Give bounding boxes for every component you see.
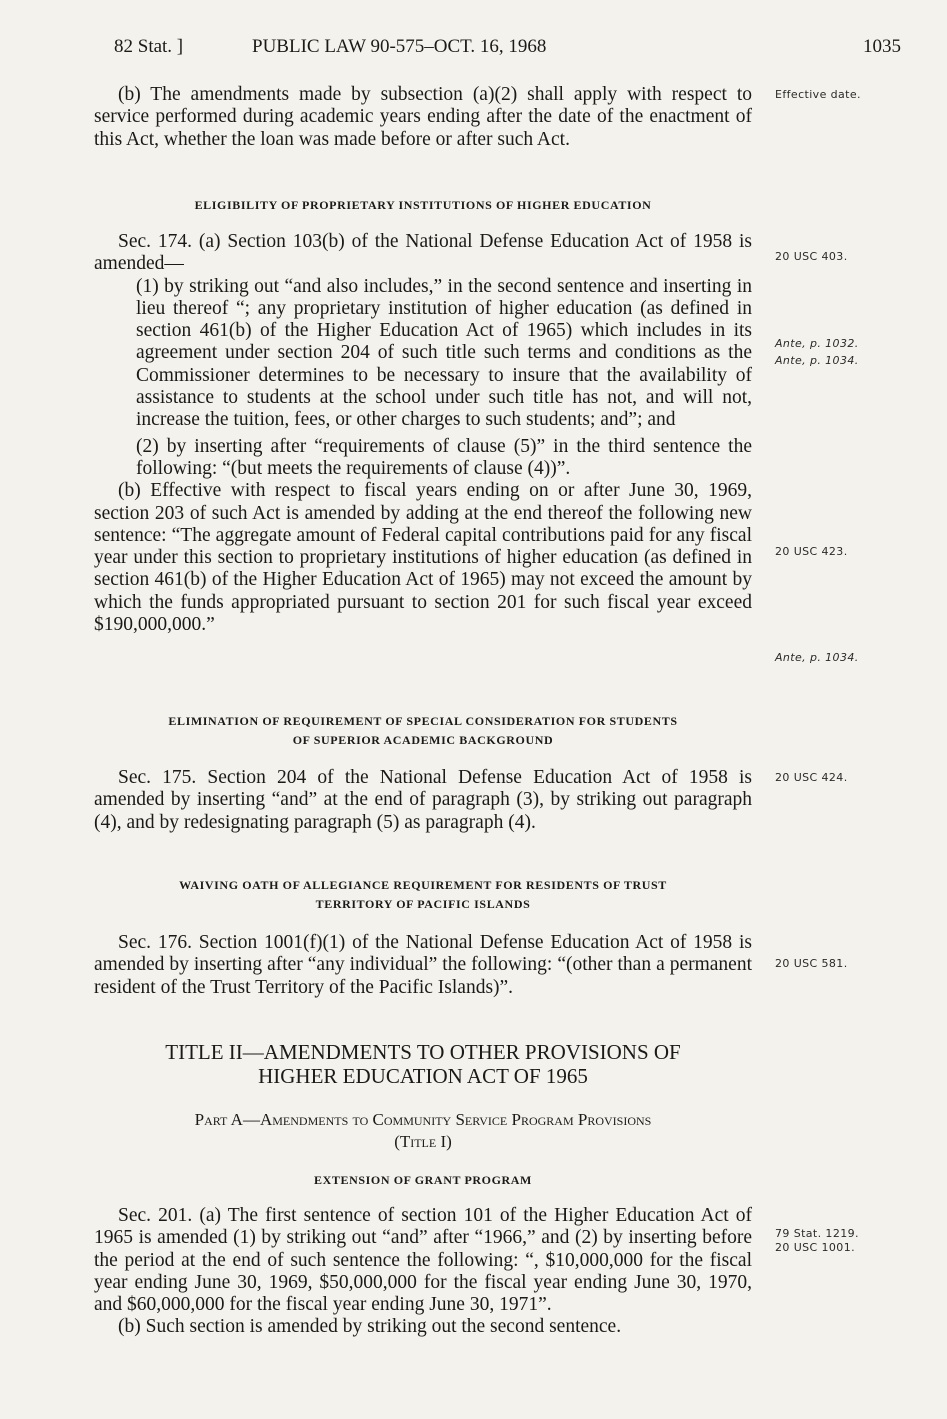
- title-heading: HIGHER EDUCATION ACT OF 1965: [258, 1064, 588, 1088]
- paragraph: Sec. 176. Section 1001(f)(1) of the National Defense Education Act of 1958 is amended by inserting after “any individual” the following: “(other than a permanent resident of the Trust Territory of the Pacific Islands)”.: [94, 932, 752, 998]
- margin-note-20usc423: 20 USC 423.: [775, 545, 848, 558]
- margin-note-20usc1001: 20 USC 1001.: [775, 1241, 855, 1254]
- section-heading-201: [94, 1171, 752, 1190]
- section-heading-175: [94, 712, 752, 750]
- paragraph: Sec. 174. (a) Section 103(b) of the National Defense Education Act of 1958 is amended—: [94, 231, 752, 275]
- margin-note-20usc403: 20 USC 403.: [775, 250, 848, 263]
- margin-note-20usc424: 20 USC 424.: [775, 771, 848, 784]
- list-item: (2) by inserting after “requirements of clause (5)” in the third sentence the following: “(but meets the requirements of clause (4))”.: [136, 435, 752, 479]
- section-heading: ELIGIBILITY OF PROPRIETARY INSTITUTIONS OF HIGHER EDUCATION: [194, 198, 652, 212]
- section-175: [94, 767, 752, 834]
- paragraph: (b) Effective with respect to fiscal years ending on or after June 30, 1969, section 203 of such Act is amended by adding at the end thereof the following new sentence: “The aggregate amount of Federal capital contributions paid for any fiscal year under this section to proprietary institutions of higher education (as defined in section 461(b) of the Higher Education Act of 1965) may not exceed the amount by which the funds appropriated pursuant to section 201 for such fiscal year exceed $190,000,000.”: [94, 480, 752, 636]
- margin-note-79stat1219: 79 Stat. 1219.: [775, 1227, 859, 1240]
- margin-note-effective-date: Effective date.: [775, 88, 861, 101]
- margin-note-20usc581: 20 USC 581.: [775, 957, 848, 970]
- margin-note-ante-1034: Ante, p. 1034.: [775, 354, 859, 367]
- section-heading: ELIMINATION OF REQUIREMENT OF SPECIAL CONSIDERATION FOR STUDENTS: [168, 714, 678, 728]
- title-heading: TITLE II—AMENDMENTS TO OTHER PROVISIONS OF: [165, 1040, 681, 1064]
- paragraph: (b) The amendments made by subsection (a)(2) shall apply with respect to service performed during academic years ending after the date of the enactment of this Act, whether the loan was made before or after such Act.: [94, 84, 752, 150]
- margin-note-ante-1034-b: Ante, p. 1034.: [775, 651, 859, 664]
- margin-note-ante-1032: Ante, p. 1032.: [775, 337, 859, 350]
- section-heading: OF SUPERIOR ACADEMIC BACKGROUND: [292, 733, 554, 747]
- section-174: [94, 231, 752, 636]
- paragraph: Sec. 201. (a) The first sentence of section 101 of the Higher Education Act of 1965 is amended (1) by striking out “and” after “1966,” and (2) by inserting before the period at the end of such sentence the following: “, $10,000,000 for the fiscal year ending June 30, 1969, $50,000,000 for the fiscal year ending June 30, 1970, and $60,000,000 for the fiscal year ending June 30, 1971”.: [94, 1205, 752, 1316]
- section-176: [94, 932, 752, 999]
- section-heading-176: [94, 876, 752, 914]
- section-201: [94, 1205, 752, 1339]
- paragraph: (b) Such section is amended by striking out the second sentence.: [118, 1316, 622, 1338]
- part-a-heading: [94, 1109, 752, 1153]
- part-heading: (Title I): [394, 1132, 452, 1151]
- paragraph: Sec. 175. Section 204 of the National Defense Education Act of 1958 is amended by inserting “and” at the end of paragraph (3), by striking out paragraph (4), and by redesignating paragraph (5) as paragraph (4).: [94, 767, 752, 833]
- section-heading-174: [94, 196, 752, 215]
- section-heading: EXTENSION OF GRANT PROGRAM: [314, 1173, 532, 1187]
- header-page-number: 1035: [863, 36, 901, 57]
- header-public-law: PUBLIC LAW 90-575–OCT. 16, 1968: [252, 36, 547, 57]
- header-stat-reference: 82 Stat. ]: [114, 36, 184, 57]
- section-heading: WAIVING OATH OF ALLEGIANCE REQUIREMENT FOR RESIDENTS OF TRUST: [179, 878, 667, 892]
- part-heading: Part A—Amendments to Community Service Program Provisions: [194, 1110, 652, 1129]
- list-item: (1) by striking out “and also includes,” in the second sentence and inserting in lieu thereof “; any proprietary institution of higher education (as defined in section 461(b) of the Higher Education Act of 1965) which includes in its agreement under section 204 of such title such terms and conditions as the Commissioner determines to be necessary to insure that the availability of assistance to students at the school under such title has not, and will not, increase the tuition, fees, or other charges to such students; and”; and: [136, 275, 752, 431]
- para-effective-date: [94, 84, 752, 151]
- section-heading: TERRITORY OF PACIFIC ISLANDS: [315, 897, 531, 911]
- title-ii-heading: [94, 1040, 752, 1088]
